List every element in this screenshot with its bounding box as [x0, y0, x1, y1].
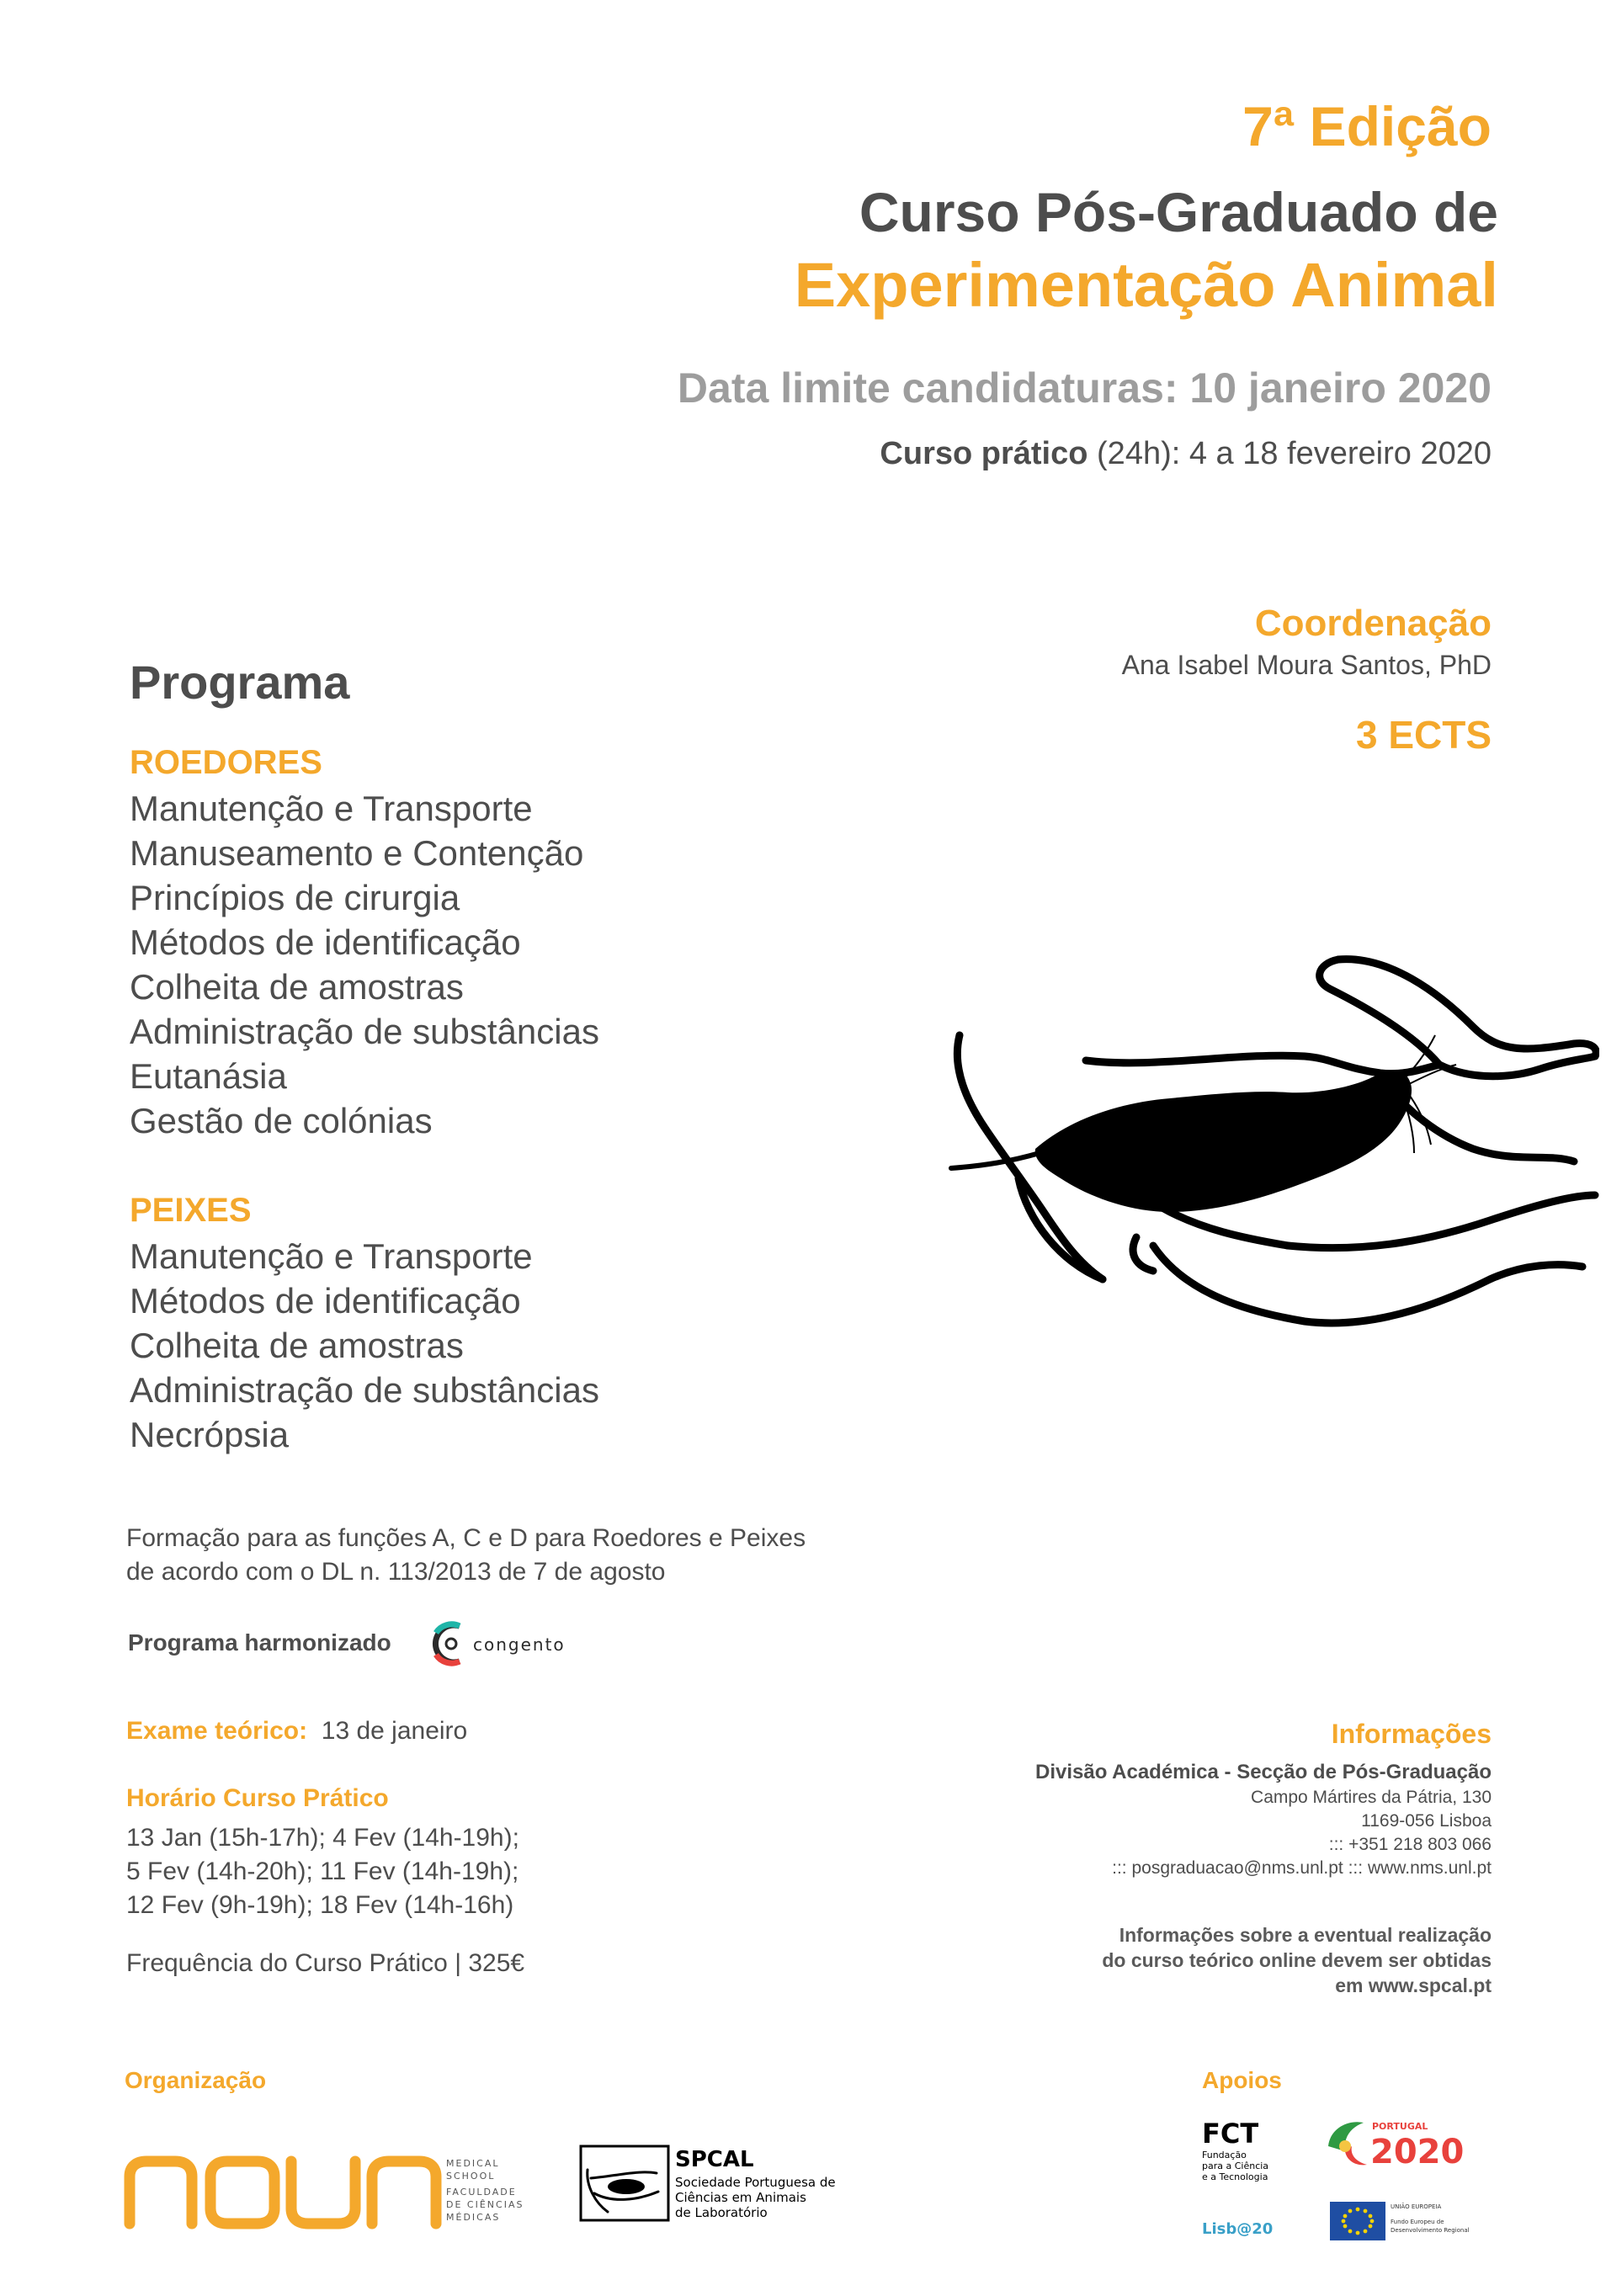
lisboa-2020-logo	[1202, 2212, 1286, 2242]
list-item: Métodos de identificação	[130, 922, 521, 962]
nova-sub-line: MÉDICAS	[446, 2212, 501, 2223]
mouse-silhouette	[1035, 1071, 1412, 1212]
list-item: Princípios de cirurgia	[130, 878, 460, 917]
course-fee: Frequência do Curso Prático | 325€	[126, 1949, 525, 1977]
note-line: Informações sobre a eventual realização	[1119, 1924, 1492, 1946]
list-item: Necrópsia	[130, 1415, 290, 1454]
hands-mouse-illustration	[934, 943, 1599, 1380]
note-line[interactable]: em www.spcal.pt	[1335, 1974, 1492, 1996]
exam-label: Exame teórico:	[126, 1717, 308, 1745]
spcal-sub-line: de Laboratório	[675, 2205, 768, 2220]
supporters-heading: Apoios	[1202, 2067, 1282, 2093]
portugal-2020-logo	[1321, 2113, 1473, 2171]
nova-sub-line: DE CIÊNCIAS	[446, 2199, 524, 2210]
list-item: Manutenção e Transporte	[130, 1236, 533, 1276]
fct-logo	[1202, 2118, 1303, 2185]
nova-medical-school-logo	[123, 2155, 544, 2230]
nova-sub-line: FACULDADE	[446, 2187, 517, 2198]
programa-heading: Programa	[130, 656, 350, 709]
list-item: Colheita de amostras	[130, 967, 464, 1007]
fct-sub-line: Fundação	[1202, 2150, 1247, 2160]
exam-date: 13 de janeiro	[321, 1717, 468, 1745]
spcal-title: SPCAL	[675, 2147, 754, 2172]
nova-sub-line: MEDICAL	[446, 2158, 500, 2169]
peixes-heading: PEIXES	[130, 1192, 252, 1229]
schedule-lines	[126, 1821, 519, 1922]
ects-credits: 3 ECTS	[1355, 713, 1492, 757]
theory-exam	[126, 1717, 467, 1746]
practical-label: Curso prático	[880, 436, 1088, 471]
schedule-line: 12 Fev (9h-19h); 18 Fev (14h-16h)	[126, 1891, 514, 1919]
online-course-note	[1102, 1922, 1492, 1998]
list-item: Eutanásia	[130, 1056, 287, 1096]
spcal-logo	[579, 2145, 865, 2229]
list-item: Administração de substâncias	[130, 1012, 599, 1051]
contact-block	[1035, 1759, 1492, 1880]
application-deadline: Data limite candidaturas: 10 janeiro 2020	[677, 364, 1492, 412]
list-item: Manutenção e Transporte	[130, 789, 533, 828]
formacao-line2: de acordo com o DL n. 113/2013 de 7 de agosto	[126, 1558, 666, 1586]
fct-title: FCT	[1202, 2118, 1259, 2150]
division-name: Divisão Académica - Secção de Pós-Graduação	[1034, 1761, 1492, 1783]
peixes-list	[130, 1234, 599, 1457]
roedores-heading: ROEDORES	[130, 744, 322, 781]
spcal-sub-line: Ciências em Animais	[675, 2190, 806, 2205]
address-line: Campo Mártires da Pátria, 130	[1251, 1788, 1492, 1807]
note-line: do curso teórico online devem ser obtidas	[1102, 1949, 1492, 1971]
phone-line: ::: +351 218 803 066	[1328, 1835, 1492, 1854]
course-title-line2: Experimentação Animal	[794, 250, 1498, 320]
formacao-note	[126, 1522, 806, 1589]
schedule-line: 13 Jan (15h-17h); 4 Fev (14h-19h);	[126, 1824, 519, 1852]
course-title-line1: Curso Pós-Graduado de	[859, 181, 1498, 243]
email-web-line[interactable]: ::: posgraduacao@nms.unl.pt ::: www.nms.unl.pt	[1112, 1858, 1492, 1878]
p2020-number: 2020	[1370, 2133, 1465, 2171]
harmonized-program-label: Programa harmonizado	[128, 1629, 391, 1656]
nova-sub-line: SCHOOL	[446, 2171, 496, 2182]
list-item: Manuseamento e Contenção	[130, 833, 584, 873]
eu-regional-fund-logo	[1330, 2198, 1481, 2244]
edition-title: 7ª Edição	[1242, 95, 1492, 157]
schedule-heading: Horário Curso Prático	[126, 1784, 389, 1812]
schedule-line: 5 Fev (14h-20h); 11 Fev (14h-19h);	[126, 1858, 519, 1885]
roedores-list	[130, 786, 599, 1143]
list-item: Gestão de colónias	[130, 1101, 433, 1140]
eu-text-line: Desenvolvimento Regional	[1391, 2227, 1470, 2234]
formacao-line1: Formação para as funções A, C e D para Roedores e Peixes	[126, 1524, 806, 1552]
organization-heading: Organização	[125, 2067, 267, 2093]
list-item: Administração de substâncias	[130, 1370, 599, 1410]
eu-text-line: UNIÃO EUROPEIA	[1391, 2203, 1442, 2210]
eu-text-line: Fundo Europeu de	[1391, 2219, 1444, 2225]
congento-logo	[421, 1614, 581, 1673]
list-item: Métodos de identificação	[130, 1281, 521, 1321]
list-item: Colheita de amostras	[130, 1326, 464, 1365]
congento-wordmark: congento	[473, 1634, 566, 1655]
spcal-sub-line: Sociedade Portuguesa de	[675, 2175, 836, 2190]
practical-course-dates	[880, 436, 1492, 472]
lisboa-text: Lisb@20	[1202, 2220, 1274, 2238]
practical-details: (24h): 4 a 18 fevereiro 2020	[1088, 436, 1492, 471]
coordination-title: Coordenação	[1254, 603, 1492, 644]
fct-sub-line: e a Tecnologia	[1202, 2171, 1268, 2182]
address-line: 1169-056 Lisboa	[1361, 1811, 1492, 1831]
portugal-label: PORTUGAL	[1372, 2121, 1428, 2132]
coordinator-name: Ana Isabel Moura Santos, PhD	[1121, 650, 1492, 680]
info-heading: Informações	[1331, 1719, 1492, 1749]
fct-sub-line: para a Ciência	[1202, 2160, 1269, 2171]
